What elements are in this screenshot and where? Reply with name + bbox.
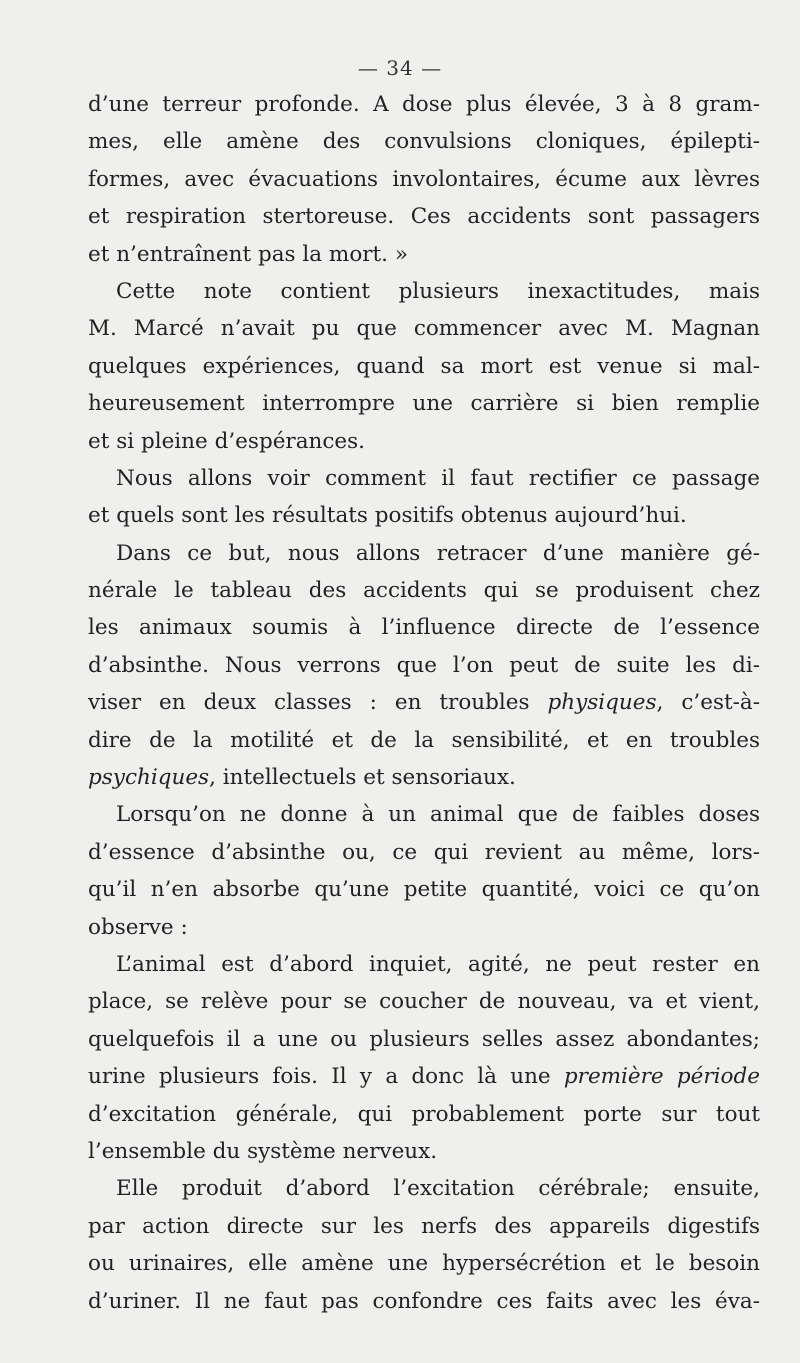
text-line: Cette note contient plusieurs inexactitudes, mais xyxy=(116,278,760,304)
text-line: heureusement interrompre une carrière si bien remplie xyxy=(88,391,760,417)
text-line: nérale le tableau des accidents qui se produisent chez xyxy=(88,578,760,604)
text-line: Elle produit d’abord l’excitation cérébrale; ensuite, xyxy=(116,1176,760,1202)
text-line: quelques expériences, quand sa mort est venue si mal- xyxy=(88,353,760,379)
text-line: viser en deux classes : en troubles physiques, c’est-à- xyxy=(88,690,760,716)
text-line: et respiration stertoreuse. Ces accidents sont passagers xyxy=(88,204,760,230)
text-line: formes, avec évacuations involontaires, écume aux lèvres xyxy=(88,166,760,192)
text-line: psychiques, intellectuels et sensoriaux. xyxy=(88,765,516,791)
text-line: L’animal est d’abord inquiet, agité, ne peut rester en xyxy=(116,951,760,977)
text-line: Lorsqu’on ne donne à un animal que de faibles doses xyxy=(116,802,760,828)
text-line: par action directe sur les nerfs des appareils digestifs xyxy=(88,1213,760,1239)
text-line: d’essence d’absinthe ou, ce qui revient au même, lors- xyxy=(88,839,760,865)
text-line: qu’il n’en absorbe qu’une petite quantité, voici ce qu’on xyxy=(88,877,760,903)
text-line: mes, elle amène des convulsions cloniques, épilepti- xyxy=(88,129,760,155)
text-line: les animaux soumis à l’influence directe de l’essence xyxy=(88,615,760,641)
text-line: l’ensemble du système nerveux. xyxy=(88,1138,438,1164)
text-line: quelquefois il a une ou plusieurs selles assez abondantes; xyxy=(88,1026,760,1052)
text-line: ou urinaires, elle amène une hypersécrétion et le besoin xyxy=(88,1251,760,1277)
body-text xyxy=(88,86,760,1320)
text-line: et n’entraînent pas la mort. » xyxy=(88,241,409,267)
text-line: Dans ce but, nous allons retracer d’une manière gé- xyxy=(116,540,760,566)
text-line: et quels sont les résultats positifs obtenus aujourd’hui. xyxy=(88,503,687,529)
text-line: urine plusieurs fois. Il y a donc là une première période xyxy=(88,1064,760,1090)
text-line: place, se relève pour se coucher de nouveau, va et vient, xyxy=(88,989,760,1015)
page-number: — 34 — xyxy=(357,56,443,80)
text-line: et si pleine d’espérances. xyxy=(88,428,366,454)
text-line: observe : xyxy=(88,914,188,940)
text-line: dire de la motilité et de la sensibilité, et en troubles xyxy=(88,727,760,753)
text-line: d’une terreur profonde. A dose plus élevée, 3 à 8 gram- xyxy=(88,92,760,117)
text-line: d’absinthe. Nous verrons que l’on peut de suite les di- xyxy=(88,652,760,678)
text-line: d’uriner. Il ne faut pas confondre ces faits avec les éva- xyxy=(88,1288,760,1314)
text-line: M. Marcé n’avait pu que commencer avec M. Magnan xyxy=(88,316,760,342)
text-line: d’excitation générale, qui probablement porte sur tout xyxy=(88,1101,760,1127)
text-line: Nous allons voir comment il faut rectifier ce passage xyxy=(116,465,760,491)
